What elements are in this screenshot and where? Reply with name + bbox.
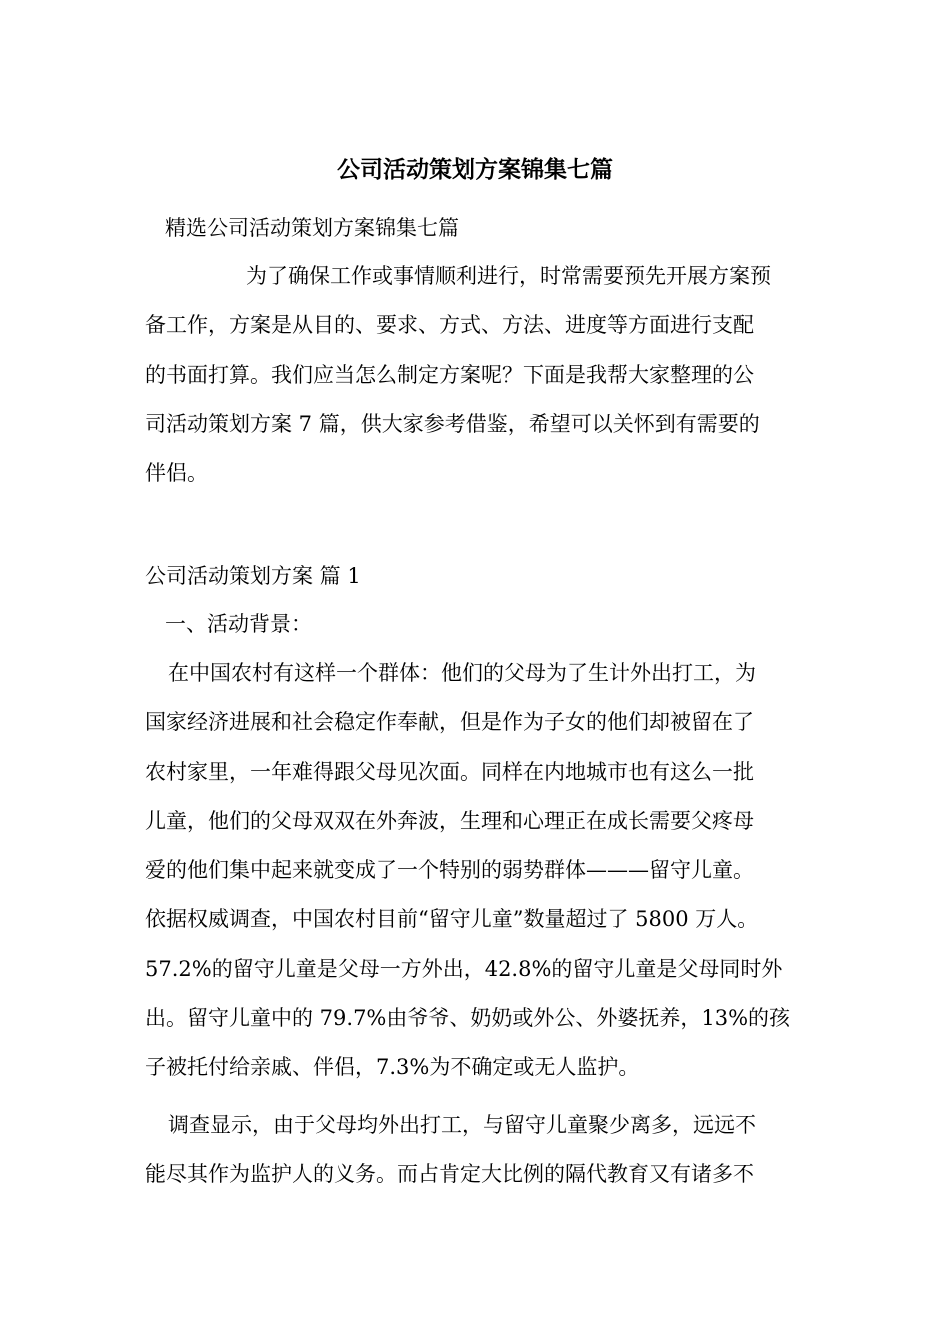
paragraph-line: 57.2%的留守儿童是父母一方外出，42.8%的留守儿童是父母同时外 xyxy=(145,957,783,981)
paragraph-line: 农村家里，一年难得跟父母见次面。同样在内地城市也有这么一批 xyxy=(145,760,754,784)
paragraph-line: 依据权威调查，中国农村目前“留守儿童”数量超过了 5800 万人。 xyxy=(145,907,759,931)
intro-line: 伴侣。 xyxy=(145,461,208,485)
intro-line: 司活动策划方案 7 篇，供大家参考借鉴，希望可以关怀到有需要的 xyxy=(145,412,760,436)
intro-line: 为了确保工作或事情顺利进行，时常需要预先开展方案预 xyxy=(246,264,771,288)
intro-line: 的书面打算。我们应当怎么制定方案呢？下面是我帮大家整理的公 xyxy=(145,363,754,387)
intro-line: 备工作，方案是从目的、要求、方式、方法、进度等方面进行支配 xyxy=(145,313,754,337)
paragraph-line: 子被托付给亲戚、伴侣，7.3%为不确定或无人监护。 xyxy=(145,1055,640,1079)
paragraph-line: 爱的他们集中起来就变成了一个特别的弱势群体———留守儿童。 xyxy=(145,858,754,882)
subsection-heading: 一、活动背景： xyxy=(165,612,312,636)
paragraph-line: 国家经济进展和社会稳定作奉献，但是作为子女的他们却被留在了 xyxy=(145,710,754,734)
paragraph-line: 在中国农村有这样一个群体：他们的父母为了生计外出打工，为 xyxy=(168,661,756,685)
document-title: 公司活动策划方案锦集七篇 xyxy=(337,156,613,183)
paragraph-line: 能尽其作为监护人的义务。而占肯定大比例的隔代教育又有诸多不 xyxy=(145,1162,754,1186)
section-heading: 公司活动策划方案 篇 1 xyxy=(145,564,361,588)
document-subtitle: 精选公司活动策划方案锦集七篇 xyxy=(165,216,459,240)
paragraph-line: 儿童，他们的父母双双在外奔波，生理和心理正在成长需要父疼母 xyxy=(145,809,754,833)
paragraph-line: 调查显示，由于父母均外出打工，与留守儿童聚少离多，远远不 xyxy=(168,1113,756,1137)
paragraph-line: 出。留守儿童中的 79.7%由爷爷、奶奶或外公、外婆抚养，13%的孩 xyxy=(145,1006,791,1030)
